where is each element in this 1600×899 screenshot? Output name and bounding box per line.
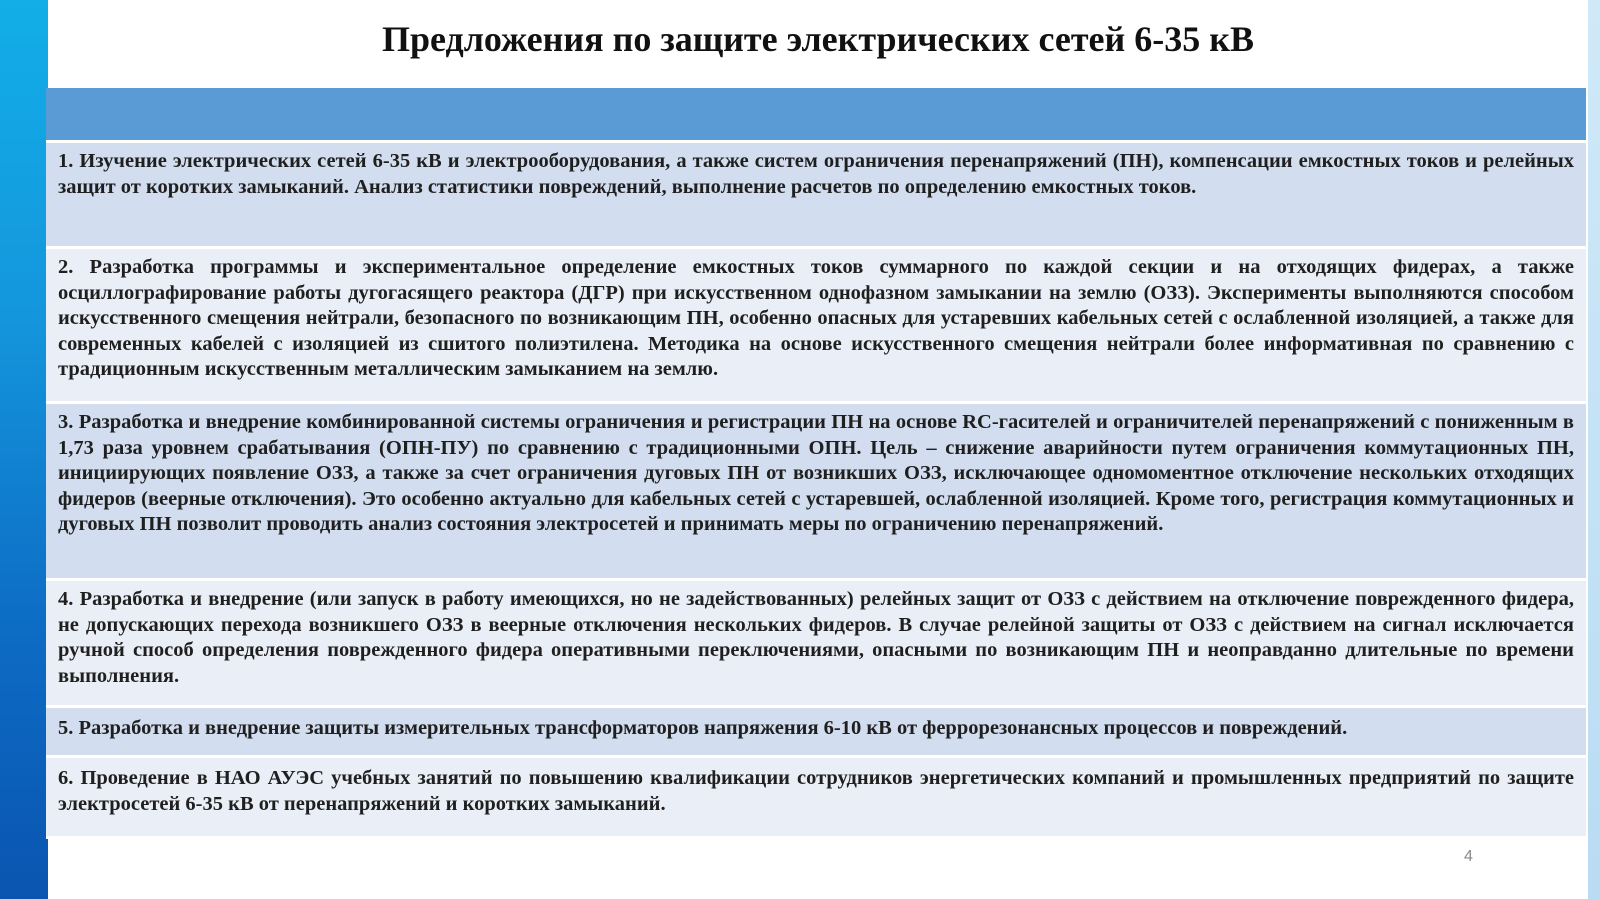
slide-title: Предложения по защите электрических сетей 6-35 кВ [381,19,1255,59]
table-row: 3. Разработка и внедрение комбинированной системы ограничения и регистрации ПН на основе RC-гасителей и ограничителей перенапряжений с пониженным в 1,73 раза уровнем срабатывания (ОПН-ПУ) по сравнению с традиционными ОПН. Цель – снижение аварийности путем ограничения коммутационных ПН, инициирующих появление ОЗЗ, а также за счет ограничения дуговых ПН от возникших ОЗЗ, исключающее одномоментное отключение нескольких отходящих фидеров (веерные отключения). Это особенно актуально для кабельных сетей с устаревшей, ослабленной изоляцией. Кроме того, регистрация коммутационных и дуговых ПН позволит проводить анализ состояния электросетей и принимать меры по ограничению перенапряжений. [46,404,1586,581]
left-accent-bar [0,0,48,899]
table-row: 5. Разработка и внедрение защиты измерительных трансформаторов напряжения 6-10 кВ от феррорезонансных процессов и повреждений. [46,708,1586,758]
page-number: 4 [1464,848,1473,865]
table-row: 2. Разработка программы и экспериментальное определение емкостных токов суммарного по каждой секции и на отходящих фидерах, а также осциллографирование работы дугогасящего реактора (ДГР) при искусственном однофазном замыкании на землю (ОЗЗ). Эксперименты выполняются способом искусственного смещения нейтрали, безопасного по возникающим ПН, особенно опасных для устаревших кабельных сетей с ослабленной изоляцией, а также для современных кабелей с изоляцией из сшитого полиэтилена. Методика на основе искусственного смещения нейтрали более информативная по сравнению с традиционным искусственным металлическим замыканием на землю. [46,249,1586,404]
proposals-table [46,88,1586,839]
table-header-row [46,88,1586,143]
table-row: 6. Проведение в НАО АУЭС учебных занятий по повышению квалификации сотрудников энергетических компаний и промышленных предприятий по защите электросетей 6-35 кВ от перенапряжений и коротких замыканий. [46,758,1586,839]
right-accent-bar [1588,0,1600,899]
table-row: 4. Разработка и внедрение (или запуск в работу имеющихся, но не задействованных) релейных защит от ОЗЗ с действием на отключение поврежденного фидера, не допускающих перехода возникшего ОЗЗ в веерные отключения нескольких фидеров. В случае релейной защиты от ОЗЗ с действием на сигнал исключается ручной способ определения поврежденного фидера оперативными переключениями, опасными по возникающим ПН и неоправданно длительные по времени выполнения. [46,581,1586,708]
table-row: 1. Изучение электрических сетей 6-35 кВ и электрооборудования, а также систем ограничения перенапряжений (ПН), компенсации емкостных токов и релейных защит от коротких замыканий. Анализ статистики повреждений, выполнение расчетов по определению емкостных токов. [46,143,1586,249]
